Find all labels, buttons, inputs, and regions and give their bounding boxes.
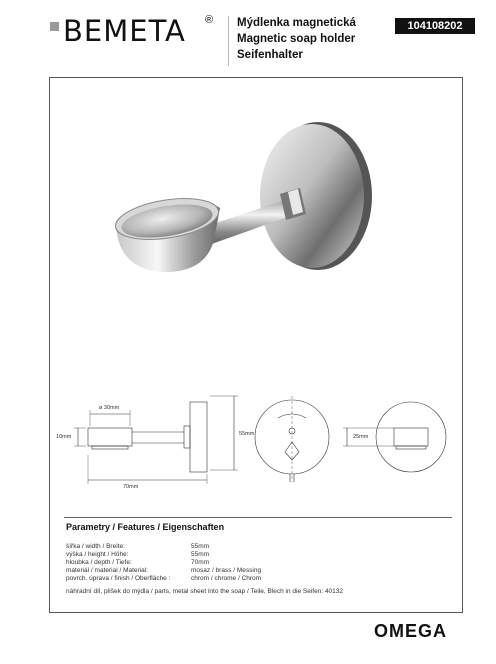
spec-label-depth: hloubka / depth / Tiefe:	[66, 559, 132, 566]
series-name: OMEGA	[374, 621, 448, 641]
spec-label-material: materiál / material / Material:	[66, 567, 148, 574]
dim-diameter: ø 30mm	[99, 405, 120, 411]
spec-label-height: výška / height / Höhe:	[66, 551, 129, 558]
spec-label-finish: povrch. úprava / finish / Oberfläche :	[66, 575, 171, 582]
spare-part-note: náhradní díl, plíšek do mýdla / parts, metal sheet into the soap / Teile, Blech in die Seifen: 40132	[66, 588, 344, 595]
wall-disc	[260, 124, 364, 268]
spec-value-depth: 70mm	[191, 559, 210, 566]
title-de: Seifenhalter	[237, 49, 303, 61]
dim-width: 70mm	[123, 484, 139, 490]
spec-value-width: 55mm	[191, 543, 210, 550]
registered-mark: ®	[205, 14, 214, 26]
product-photo	[113, 122, 372, 272]
dim-height-left: 10mm	[56, 434, 72, 440]
brand-logo: BEMETA	[63, 14, 186, 48]
title-cz: Mýdlenka magnetická	[237, 17, 356, 29]
title-en: Magnetic soap holder	[237, 33, 356, 45]
rear-view-drawing	[255, 396, 329, 482]
dim-depth: 25mm	[353, 434, 369, 440]
params-divider	[64, 517, 452, 518]
dim-height: 55mm	[239, 431, 255, 437]
spec-value-material: mosaz / brass / Messing	[191, 567, 262, 574]
spec-value-height: 55mm	[191, 551, 210, 558]
product-code: 104108202	[395, 18, 475, 34]
params-title: Parametry / Features / Eigenschaften	[66, 522, 225, 532]
spec-value-finish: chrom / chrome / Chrom	[191, 575, 262, 582]
spec-label-width: šířka / width / Breite:	[66, 543, 125, 550]
